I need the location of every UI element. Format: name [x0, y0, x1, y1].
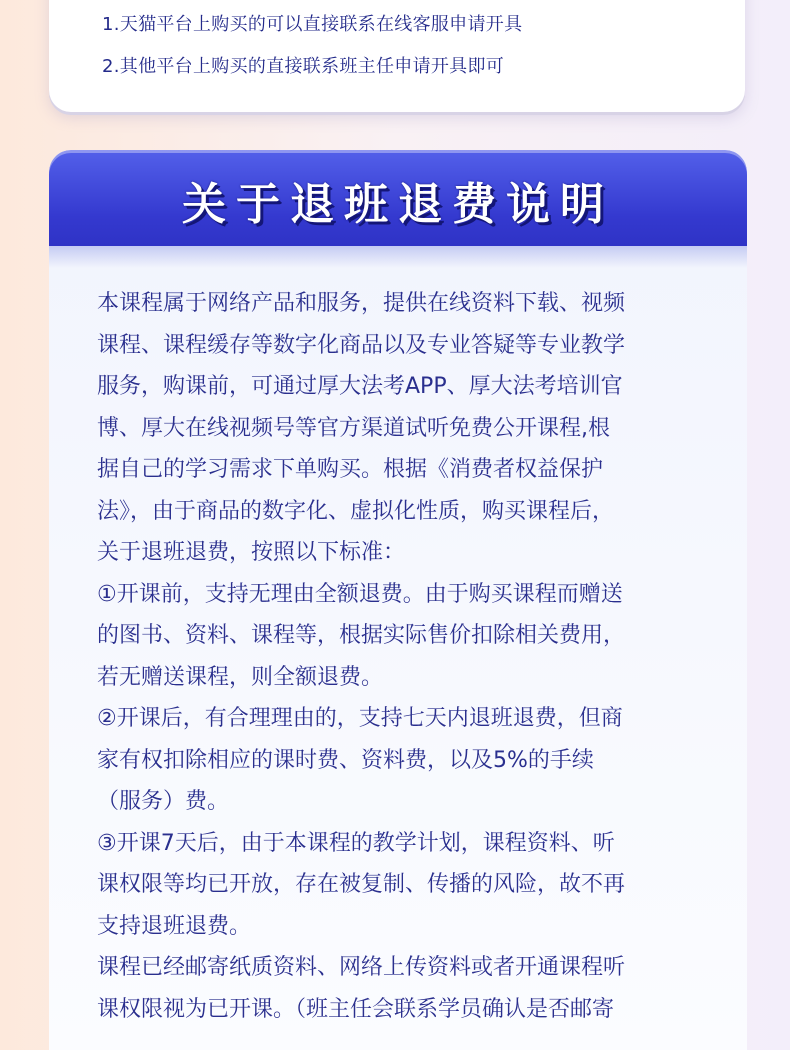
banner-shadow — [49, 246, 747, 268]
policy-rule-3-line: 支持退班退费。 — [97, 913, 252, 939]
refund-policy-title: 关于退班退费说明 — [182, 179, 614, 230]
policy-rule-1-line: 若无赠送课程，则全额退费。 — [97, 664, 384, 690]
policy-text-line: 课程、课程缓存等数字化商品以及专业答疑等专业教学 — [97, 332, 626, 358]
policy-text-line: 关于退班退费，按照以下标准： — [97, 540, 406, 565]
policy-rule-2-line: （服务）费。 — [97, 789, 230, 814]
policy-rule-2-line: ②开课后，有合理理由的，支持七天内退班退费，但商 — [97, 706, 623, 731]
policy-text-line: 本课程属于网络产品和服务，提供在线资料下载、视频 — [97, 291, 626, 316]
invoice-rule-tmall: 1.天猫平台上购买的可以直接联系在线客服申请开具 — [102, 14, 523, 35]
policy-rule-2-line: 家有权扣除相应的课时费、资料费，以及5%的手续 — [97, 747, 594, 773]
policy-text-line: 法》，由于商品的数字化、虚拟化性质，购买课程后， — [97, 498, 615, 524]
policy-text-line: 课程已经邮寄纸质资料、网络上传资料或者开通课程听 — [97, 955, 626, 980]
policy-rule-3-line: ③开课7天后，由于本课程的教学计划，课程资料、听 — [97, 830, 615, 856]
refund-policy-banner — [49, 150, 747, 246]
invoice-info-card — [49, 0, 745, 112]
policy-text-line: 服务，购课前，可通过厚大法考APP、厚大法考培训官 — [97, 374, 623, 399]
refund-policy-text — [97, 283, 701, 1030]
invoice-rule-other-platforms: 2.其他平台上购买的直接联系班主任申请开具即可 — [102, 56, 505, 77]
policy-text-line: 博、厚大在线视频号等官方渠道试听免费公开课程,根 — [97, 415, 610, 441]
policy-text-line: 课权限视为已开课。（班主任会联系学员确认是否邮寄 — [97, 996, 615, 1022]
policy-rule-1-line: ①开课前，支持无理由全额退费。由于购买课程而赠送 — [97, 581, 623, 607]
policy-rule-1-line: 的图书、资料、课程等，根据实际售价扣除相关费用， — [97, 623, 626, 648]
policy-rule-3-line: 课权限等均已开放，存在被复制、传播的风险，故不再 — [97, 872, 626, 897]
refund-policy-card — [49, 150, 747, 1050]
policy-text-line: 据自己的学习需求下单购买。根据《消费者权益保护 — [97, 457, 604, 482]
